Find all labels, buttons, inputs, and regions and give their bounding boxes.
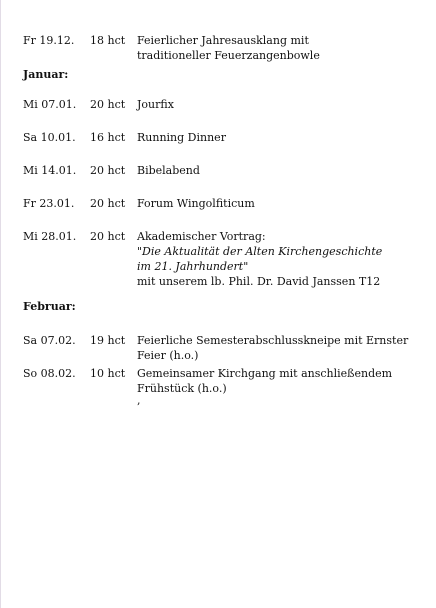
event-title: [137, 163, 417, 178]
event-title: [137, 229, 417, 289]
event-title-line: Jourfix: [137, 98, 174, 111]
event-title: [137, 333, 417, 363]
event-time: 20 hct: [90, 164, 126, 177]
event-title-line: Forum Wingolfiticum: [137, 197, 255, 210]
event-title: [137, 97, 417, 112]
event-title-line: traditioneller Feuerzangenbowle: [137, 49, 320, 62]
event-title: [137, 366, 417, 396]
event-time: 20 hct: [90, 98, 126, 111]
event-date: Sa 10.01.: [23, 131, 76, 144]
event-title-line: Feierlicher Jahresausklang mit: [137, 34, 309, 47]
lecture-title-line: "Die Aktualität der Alten Kirchengeschichte: [137, 245, 383, 258]
event-time: 20 hct: [90, 230, 126, 243]
month-heading-februar: Februar:: [23, 300, 76, 313]
event-title-line: Akademischer Vortrag:: [137, 230, 266, 243]
event-title-line: Bibelabend: [137, 164, 200, 177]
event-time: 16 hct: [90, 131, 126, 144]
trailing-mark: ,: [137, 394, 141, 407]
event-date: Mi 28.01.: [23, 230, 77, 243]
event-title: [137, 130, 417, 145]
event-time: 18 hct: [90, 34, 126, 47]
event-time: 19 hct: [90, 334, 126, 347]
event-date: Fr 23.01.: [23, 197, 75, 210]
month-heading-januar: Januar:: [23, 68, 69, 81]
event-title: [137, 33, 417, 63]
lecture-title-line: im 21. Jahrhundert": [137, 260, 249, 273]
event-date: Mi 07.01.: [23, 98, 77, 111]
event-time: 10 hct: [90, 367, 126, 380]
event-date: Mi 14.01.: [23, 164, 77, 177]
event-date: So 08.02.: [23, 367, 76, 380]
page-left-border: [0, 0, 1, 608]
event-title-line: Gemeinsamer Kirchgang mit anschließendem: [137, 367, 393, 380]
event-date: Sa 07.02.: [23, 334, 76, 347]
event-date: Fr 19.12.: [23, 34, 75, 47]
event-title-line: Feier (h.o.): [137, 349, 199, 362]
event-title-line: Running Dinner: [137, 131, 226, 144]
event-title-line: Feierliche Semesterabschlusskneipe mit Ernster: [137, 334, 409, 347]
event-title-line: mit unserem lb. Phil. Dr. David Janssen T12: [137, 275, 381, 288]
event-time: 20 hct: [90, 197, 126, 210]
event-title: [137, 196, 417, 211]
event-title-line: Frühstück (h.o.): [137, 382, 227, 395]
